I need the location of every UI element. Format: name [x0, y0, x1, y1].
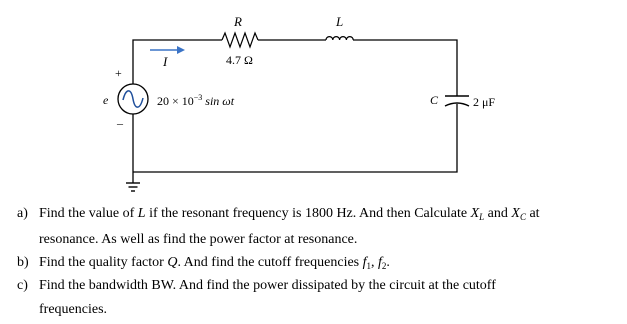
symbol-f1-subscript: 1: [366, 261, 372, 271]
question-b-comma: ,: [371, 255, 379, 270]
question-a-text-end: at: [525, 206, 540, 221]
symbol-q: Q: [167, 255, 178, 270]
symbol-f2-subscript: 2: [381, 261, 387, 271]
question-a-text-middle: if the resonant frequency is 1800 Hz. And then Calculate: [145, 206, 471, 221]
question-b-end: .: [386, 255, 390, 270]
symbol-f1: f: [362, 255, 367, 270]
symbol-xc: X: [511, 206, 520, 221]
bottom-right-wire: [133, 104, 457, 172]
inductor-label: L: [336, 14, 344, 29]
question-b-text-start: Find the quality factor: [39, 255, 168, 270]
question-b-marker: b): [17, 255, 29, 270]
source-label: e: [103, 93, 109, 107]
source-expression-suffix: sin ωt: [202, 94, 235, 108]
symbol-xc-subscript: C: [519, 212, 526, 222]
symbol-f2: f: [378, 255, 382, 270]
question-c-text: Find the bandwidth BW. And find the power dissipated by the circuit at the cutoff: [39, 278, 496, 293]
question-b: [17, 255, 390, 271]
capacitor-value: 2 μF: [473, 95, 496, 109]
current-label: I: [163, 54, 168, 69]
question-b-text-middle: . And find the cutoff frequencies: [177, 255, 363, 270]
resistor-value: 4.7 Ω: [226, 53, 253, 67]
question-a-line-2: resonance. As well as find the power factor at resonance.: [39, 232, 358, 247]
inductor-symbol: [326, 37, 353, 40]
top-right-wire: [353, 40, 457, 96]
question-a-and: and: [484, 206, 512, 221]
source-expression: [157, 93, 234, 109]
symbol-xl-subscript: L: [479, 212, 485, 222]
question-a-symbol-l: L: [137, 206, 146, 221]
question-a-text-start: Find the value of: [39, 206, 138, 221]
ground-icon: [126, 183, 140, 191]
question-c-marker: c): [17, 278, 28, 293]
questions-panel: [0, 202, 627, 324]
question-c-line-2: frequencies.: [39, 302, 108, 317]
question-a-marker: a): [17, 206, 28, 221]
symbol-xl: X: [470, 206, 480, 221]
source-minus-sign: –: [117, 116, 123, 130]
resistor-label: R: [234, 14, 242, 29]
capacitor-label: C: [430, 93, 439, 107]
question-c-line-1: [17, 278, 496, 294]
resistor-symbol: [222, 33, 258, 47]
question-a-line-1: [17, 206, 540, 222]
source-expression-exponent: −3: [193, 93, 203, 102]
source-expression-prefix: 20 × 10: [157, 94, 194, 108]
current-arrowhead: [177, 46, 185, 54]
source-plus-sign: +: [115, 66, 122, 80]
